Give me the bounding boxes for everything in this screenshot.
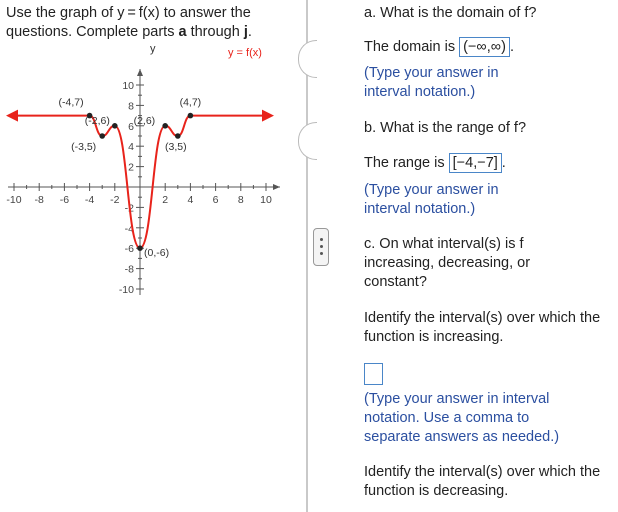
y-tick-label: -10 [118,284,134,296]
y-tick-label: 2 [128,161,134,174]
range-period: . [501,155,506,171]
y-tick-label: 4 [128,141,134,154]
point-label: (4,7) [179,96,202,109]
y-tick-label: 6 [128,120,134,133]
intro-part-a: a [178,24,187,40]
domain-hint: (Type your answer in interval notation.) [364,65,499,100]
axes [6,69,280,296]
data-point [112,123,118,129]
x-tick-label: 2 [162,194,169,206]
point-label: (2,6) [133,114,156,127]
x-tick-label: -10 [6,194,22,206]
function-graph [0,42,300,332]
x-tick-label: -2 [110,194,120,206]
y-tick-label: -2 [124,202,134,215]
part-b-title: b. What is the range of f? [364,120,527,136]
part-a-title: a. What is the domain of f? [364,5,537,21]
x-tick-label: -4 [84,194,95,206]
y-tick-label: 8 [128,100,134,113]
range-prefix: The range is [364,155,445,171]
domain-line [364,37,514,57]
x-tick-label: 10 [260,194,272,206]
y-tick-label: -6 [124,243,134,256]
point-label: (-4,7) [58,96,84,109]
data-point [137,245,143,251]
data-point [162,123,168,129]
instructions [6,4,298,42]
x-tick-label: -8 [34,194,44,206]
data-point [175,133,181,139]
domain-prefix: The domain is [364,39,456,55]
panel-divider [306,0,308,512]
range-hint: (Type your answer in interval notation.) [364,182,499,217]
decreasing-prompt: Identify the interval(s) over which the function is decreasing. [364,464,601,499]
x-tick-label: 8 [237,194,244,206]
x-tick-label: 6 [212,194,219,206]
point-label: (-2,6) [84,114,110,127]
x-tick-label: 4 [187,194,194,206]
graph-zoom-tab-1[interactable] [298,40,317,78]
question-panel [0,0,300,512]
intro-end: . [247,24,252,40]
increasing-hint: (Type your answer in interval notation. Use a comma to separate answers as needed.) [364,391,560,445]
intro-line-1: Use the graph of y = f(x) to answer the [6,5,251,21]
y-axis-label: y [150,43,156,55]
y-tick-label: -8 [124,263,134,276]
point-label: (3,5) [165,141,187,153]
intro-line-2: questions. Complete parts [6,24,179,40]
intro-part-j: j [243,24,248,40]
domain-period: . [509,39,514,55]
increasing-answer-input[interactable] [364,363,383,385]
curve-right-arrow [262,110,274,122]
increasing-prompt: Identify the interval(s) over which the function is increasing. [364,310,601,345]
domain-answer-box[interactable]: (−∞,∞) [459,37,510,57]
range-line [364,153,506,173]
range-answer-box[interactable]: [−4,−7] [449,153,502,173]
point-label: (0,-6) [144,247,170,260]
intro-through: through [186,24,244,40]
y-tick-label: -4 [124,222,134,235]
point-label: (-3,5) [71,141,97,153]
data-point [188,113,194,119]
part-c-title: c. On what interval(s) is f increasing, decreasing, or constant? [364,236,531,290]
y-tick-label: 10 [122,80,134,92]
data-point [99,133,105,139]
x-tick-label: -6 [59,194,70,206]
graph-title: y = f(x) [228,47,262,59]
panel-resize-handle[interactable] [313,228,329,266]
curve-left-arrow [6,110,18,122]
increasing-answer-box[interactable] [364,363,383,385]
graph-zoom-tab-2[interactable] [298,122,317,160]
